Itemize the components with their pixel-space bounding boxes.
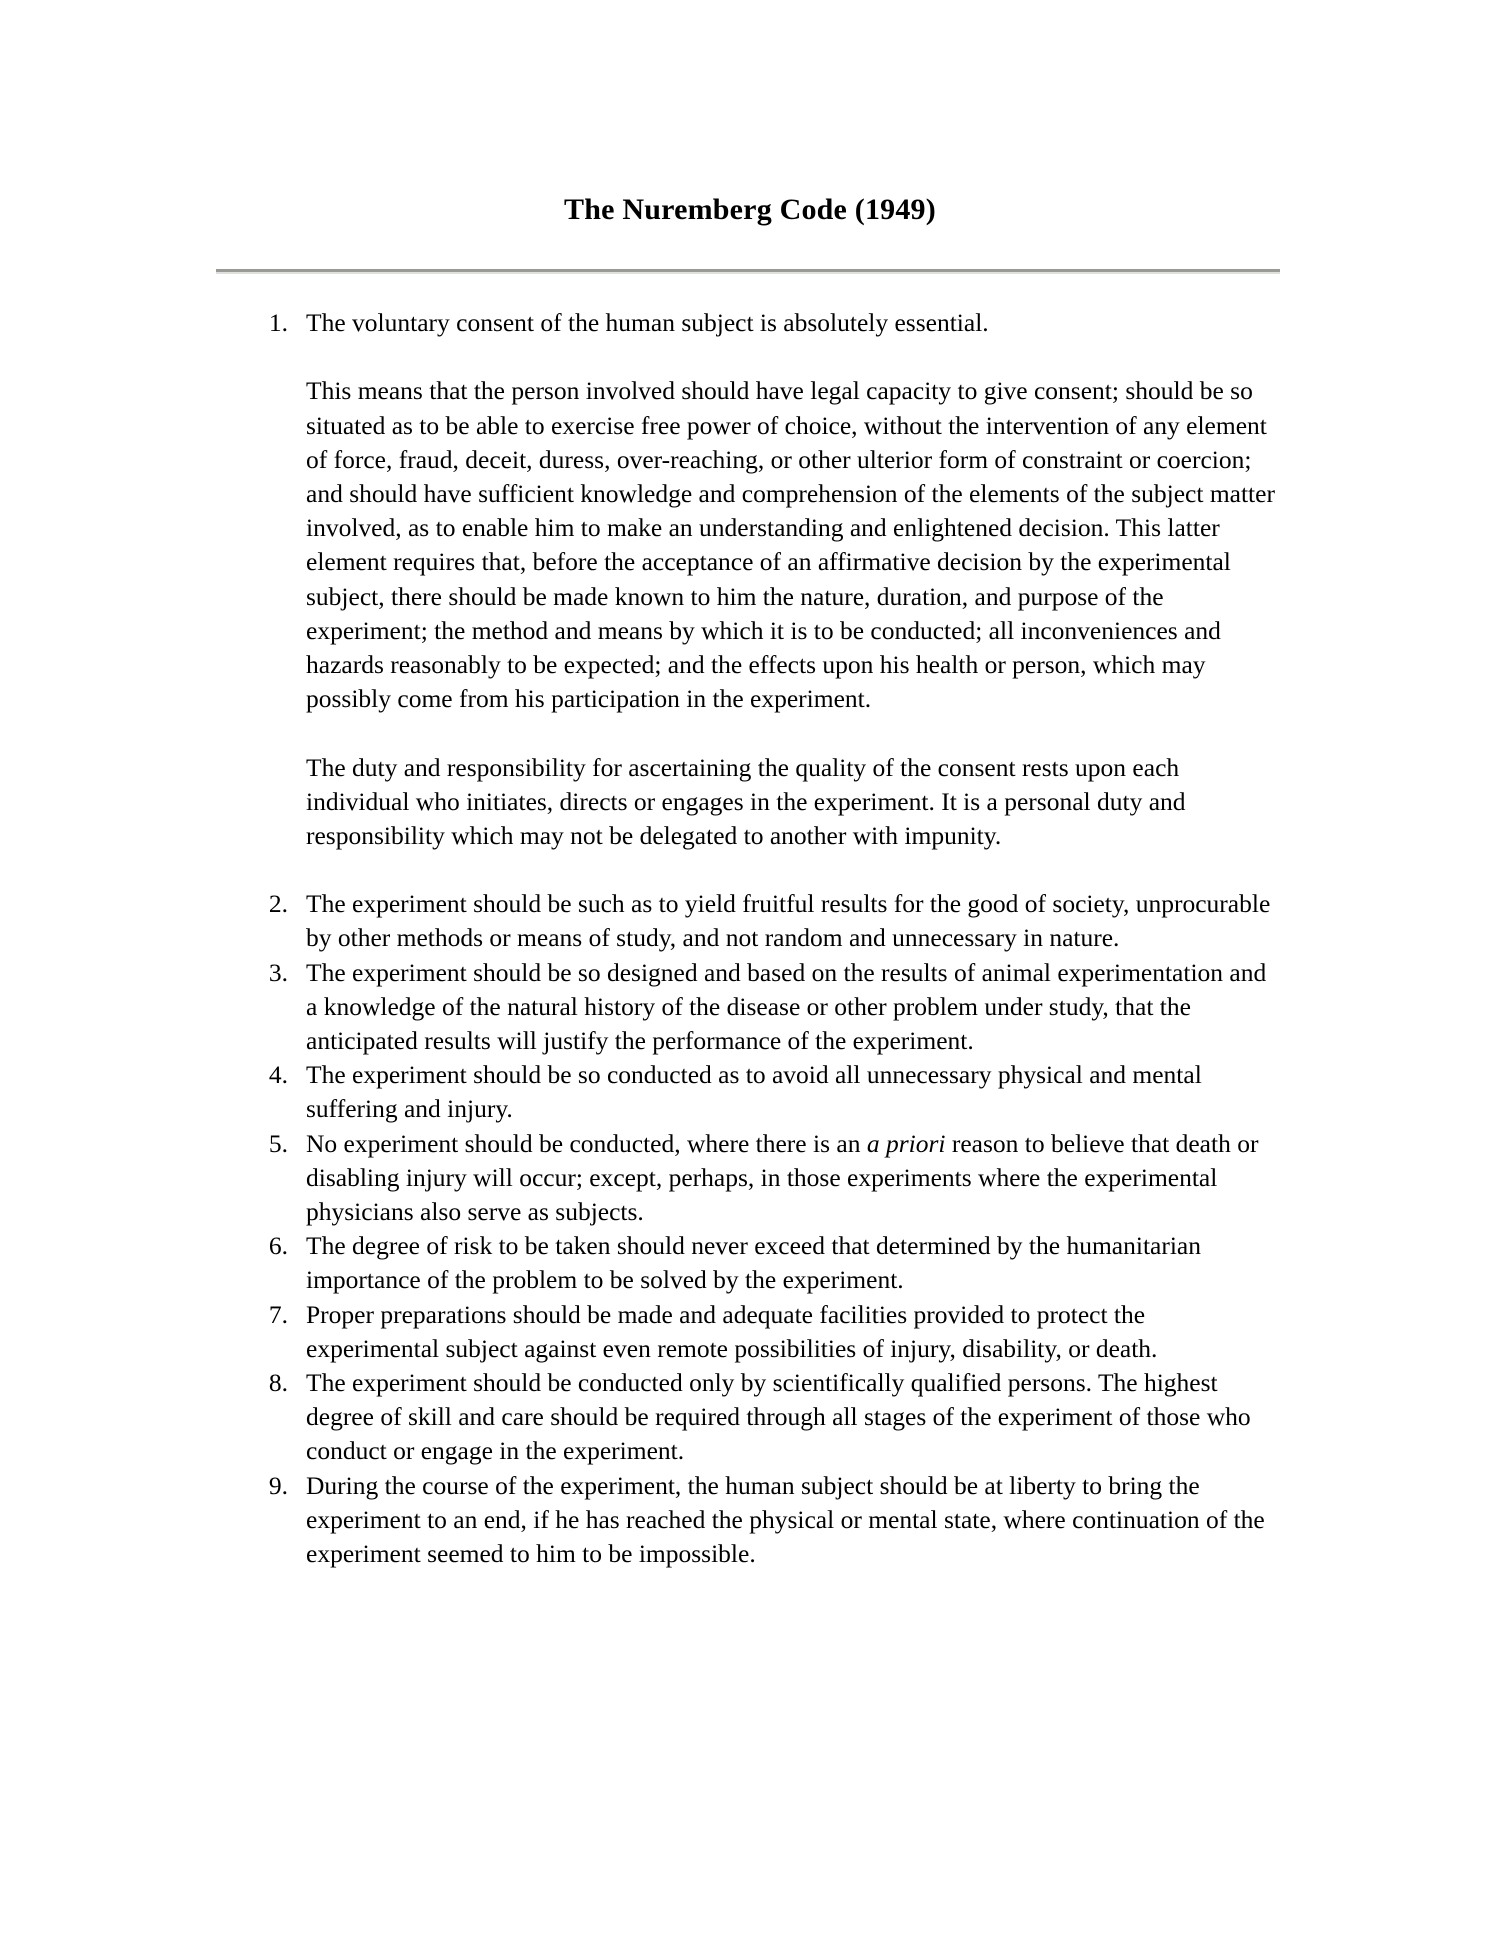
list-item-9-number: 9. [268,1470,288,1500]
document-body [216,306,1280,1571]
list-item-5-number: 5. [268,1128,288,1158]
list-item-1-paragraph-1: This means that the person involved should have legal capacity to give consent; should be so situated as to be able to exercise free power of choice, without the intervention of any element of force, fraud, deceit, duress, over-reaching, or other ulterior form of constraint or coercion; and should have sufficient knowledge and comprehension of the elements of the subject matter involved, as to enable him to make an understanding and enlightened decision. This latter element requires that, before the acceptance of an affirmative decision by the experimental subject, there should be made known to him the nature, duration, and purpose of the experiment; the method and means by which it is to be conducted; all inconveniences and hazards reasonably to be expected; and the effects upon his health or person, which may possibly come from his participation in the experiment. [306,376,1275,714]
list-item-1-number: 1. [268,308,288,337]
nuremberg-code-list [216,306,1280,1571]
list-item-4 [216,1058,1280,1126]
list-item-7-text: Proper preparations should be made and adequate facilities provided to protect the experimental subject against even remote possibilities of injury, disability, or death. [306,1299,1158,1363]
page-title: The Nuremberg Code (1949) [564,193,936,227]
list-item-2-text: The experiment should be such as to yield fruitful results for the good of society, unprocurable by other methods or means of study, and not random and unnecessary in nature. [306,889,1271,953]
list-item-8 [216,1366,1280,1469]
list-item-4-number: 4. [268,1060,288,1090]
list-item-2-number: 2. [268,889,288,919]
title-divider [216,269,1280,274]
list-item-3-text: The experiment should be so designed and based on the results of animal experimentation and a knowledge of the natural history of the disease or other problem under study, that the anticipated results will justify the performance of the experiment. [306,957,1267,1056]
list-item-3 [216,956,1280,1059]
list-item-6 [216,1229,1280,1297]
list-item-7-number: 7. [268,1299,288,1329]
list-item-6-number: 6. [268,1231,288,1261]
list-item-7 [216,1298,1280,1366]
list-item-8-text: The experiment should be conducted only by scientifically qualified persons. The highest degree of skill and care should be required through all stages of the experiment of those who conduct or engage in the experiment. [306,1368,1251,1466]
list-item-3-number: 3. [268,957,288,987]
list-item-5 [216,1127,1280,1230]
list-item-6-text: The degree of risk to be taken should never exceed that determined by the humanitarian importance of the problem to be solved by the experiment. [306,1231,1201,1295]
list-item-1-text: The voluntary consent of the human subject is absolutely essential. [306,308,989,337]
list-item-5-italic-phrase: a priori [866,1128,946,1158]
list-item-5-text-before: No experiment should be conducted, where there is an [306,1128,867,1158]
list-item-9 [216,1469,1280,1572]
list-item-2 [216,887,1280,955]
list-item-8-number: 8. [268,1368,288,1398]
list-item-5-text [306,1127,1280,1230]
list-item-9-text: During the course of the experiment, the human subject should be at liberty to bring the experiment to an end, if he has reached the physical or mental state, where continuation of the experiment seemed to him to be impossible. [306,1470,1265,1569]
list-item-4-text: The experiment should be so conducted as to avoid all unnecessary physical and mental suffering and injury. [306,1060,1202,1124]
list-item-5-text-after: reason to believe that death or disabling injury will occur; except, perhaps, in those experiments where the experimental physicians also serve as subjects. [306,1128,1259,1227]
list-spacer [216,853,1280,887]
list-item-1-paragraph-2: The duty and responsibility for ascertaining the quality of the consent rests upon each individual who initiates, directs or engages in the experiment. It is a personal duty and responsibility which may not be delegated to another with impunity. [306,752,1186,851]
list-item-1 [216,306,1280,853]
